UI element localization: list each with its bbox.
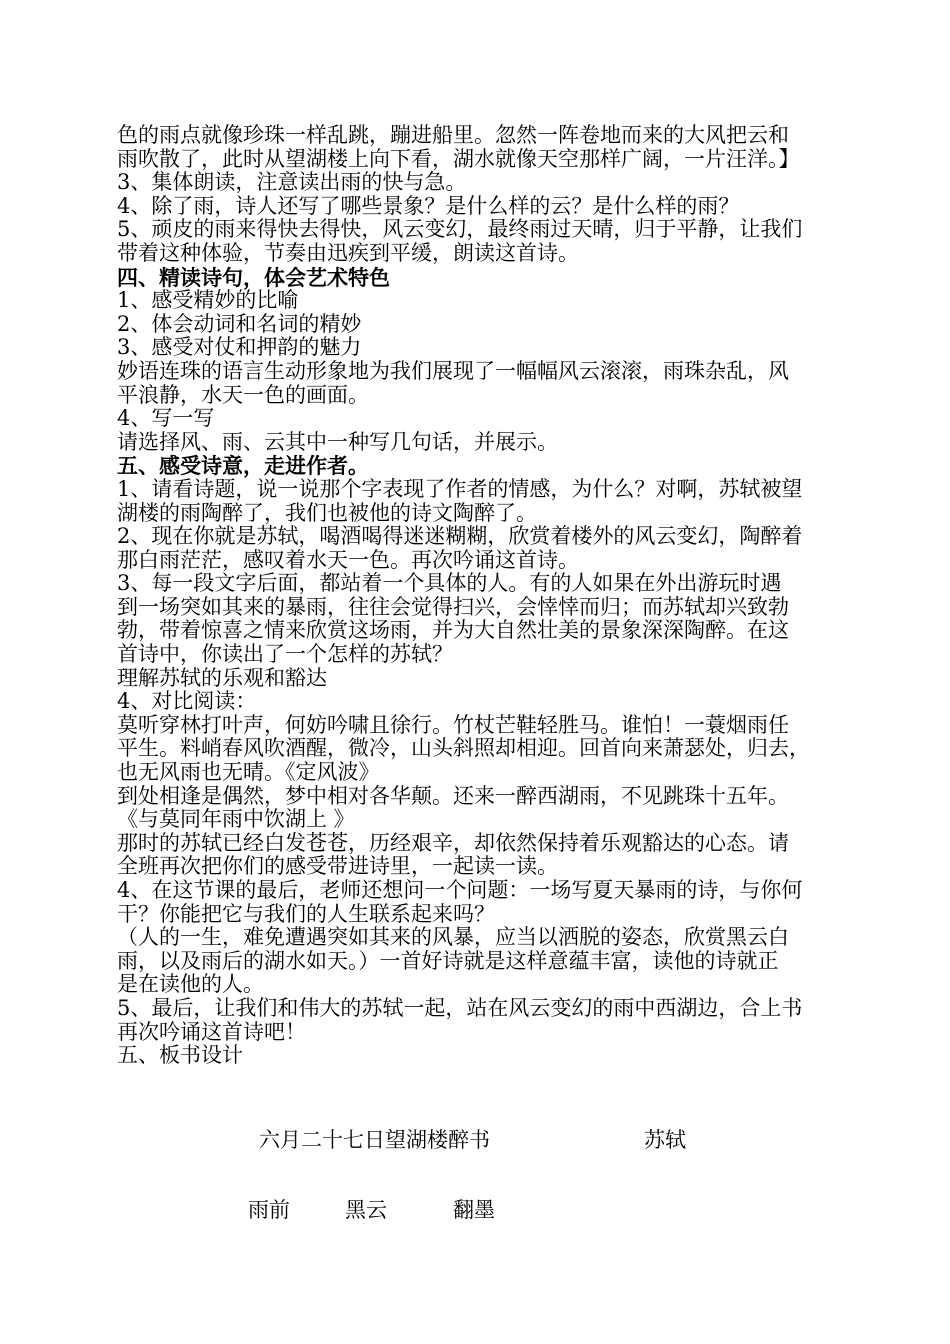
board-cell-ink: 翻墨	[453, 1198, 495, 1222]
text-line: 五、板书设计	[117, 1043, 243, 1068]
text-line: 再次吟诵这首诗吧！	[117, 1019, 306, 1044]
text-line: 到处相逢是偶然，梦中相对各华颠。还来一醉西湖雨，不见跳珠十五年。	[117, 783, 789, 808]
board-cell-before-rain: 雨前	[248, 1198, 290, 1222]
text-line: 全班再次把你们的感受带进诗里，一起读一读。	[117, 854, 558, 879]
text-line: 《与莫同年雨中饮湖上 》	[117, 807, 355, 832]
document-body	[117, 124, 867, 1068]
text-line: 5、最后，让我们和伟大的苏轼一起，站在风云变幻的雨中西湖边，合上书	[117, 995, 803, 1020]
text-line: 勃，带着惊喜之情来欣赏这场雨，并为大自然壮美的景象深深陶醉。在这	[117, 618, 789, 643]
text-line: 理解苏轼的乐观和豁达	[117, 665, 327, 690]
text-line: 那白雨茫茫，感叹着水天一色。再次吟诵这首诗。	[117, 547, 579, 572]
text-line: 4、除了雨，诗人还写了哪些景象？是什么样的云？是什么样的雨？	[117, 193, 740, 218]
text-line: 4、写一写	[117, 406, 215, 431]
text-line: 2、体会动词和名词的精妙	[117, 311, 362, 336]
text-line: 色的雨点就像珍珠一样乱跳，蹦进船里。忽然一阵卷地而来的大风把云和	[117, 123, 789, 147]
text-line: 雨吹散了，此时从望湖楼上向下看，湖水就像天空那样广阔，一片汪洋。】	[117, 146, 800, 171]
text-line: 湖楼的雨陶醉了，我们也被他的诗文陶醉了。	[117, 500, 537, 525]
board-poem-author: 苏轼	[644, 1128, 686, 1152]
text-line: 首诗中，你读出了一个怎样的苏轼？	[117, 642, 453, 667]
text-line: 3、感受对仗和押韵的魅力	[117, 335, 362, 360]
board-cell-black-cloud: 黑云	[345, 1198, 387, 1222]
text-line: 妙语连珠的语言生动形象地为我们展现了一幅幅风云滚滚，雨珠杂乱，风	[117, 358, 789, 383]
text-line: 4、在这节课的最后，老师还想问一个问题：一场写夏天暴雨的诗，与你何	[117, 878, 803, 902]
text-line: 平生。料峭春风吹酒醒，微冷，山头斜照却相迎。回首向来萧瑟处，归去，	[117, 736, 810, 761]
board-poem-title: 六月二十七日望湖楼醉书	[259, 1128, 490, 1152]
text-line: 1、感受精妙的比喻	[117, 288, 299, 313]
text-line: 3、集体朗读，注意读出雨的快与急。	[117, 170, 467, 195]
text-line: 带着这种体验，节奏由迅疾到平缓，朗读这首诗。	[117, 240, 579, 265]
text-line: 到一场突如其来的暴雨，往往会觉得扫兴，会悻悻而归；而苏轼却兴致勃	[117, 594, 789, 619]
text-line: 莫听穿林打叶声，何妨吟啸且徐行。竹杖芒鞋轻胜马。谁怕！一蓑烟雨任	[117, 712, 789, 737]
text-line: （人的一生，难免遭遇突如其来的风暴，应当以洒脱的姿态，欣赏黑云白	[117, 925, 789, 950]
text-line: 4、对比阅读：	[117, 689, 257, 714]
text-line: 是在读他的人。	[117, 972, 264, 997]
section-heading: 四、精读诗句，体会艺术特色	[117, 264, 390, 290]
text-line: 那时的苏轼已经白发苍苍，历经艰辛，却依然保持着乐观豁达的心态。请	[117, 830, 789, 855]
text-line: 干？你能把它与我们的人生联系起来吗？	[117, 901, 495, 926]
text-line: 1、请看诗题，说一说那个字表现了作者的情感，为什么？对啊，苏轼被望	[117, 476, 803, 501]
section-heading: 五、感受诗意，走进作者。	[117, 453, 369, 479]
text-line: 3、每一段文字后面，都站着一个具体的人。有的人如果在外出游玩时遇	[117, 571, 782, 596]
text-line: 雨，以及雨后的湖水如天。）一首好诗就是这样意蕴丰富，读他的诗就正	[117, 948, 779, 973]
text-line: 平浪静，水天一色的画面。	[117, 382, 369, 407]
text-line: 请选择风、雨、云其中一种写几句话，并展示。	[117, 429, 558, 454]
text-line: 2、现在你就是苏轼，喝酒喝得迷迷糊糊，欣赏着楼外的风云变幻，陶醉着	[117, 524, 803, 549]
text-line: 也无风雨也无晴。《定风波》	[117, 760, 380, 785]
text-line: 5、顽皮的雨来得快去得快，风云变幻，最终雨过天晴，归于平静，让我们	[117, 217, 803, 242]
blackboard-design	[117, 1124, 867, 1244]
